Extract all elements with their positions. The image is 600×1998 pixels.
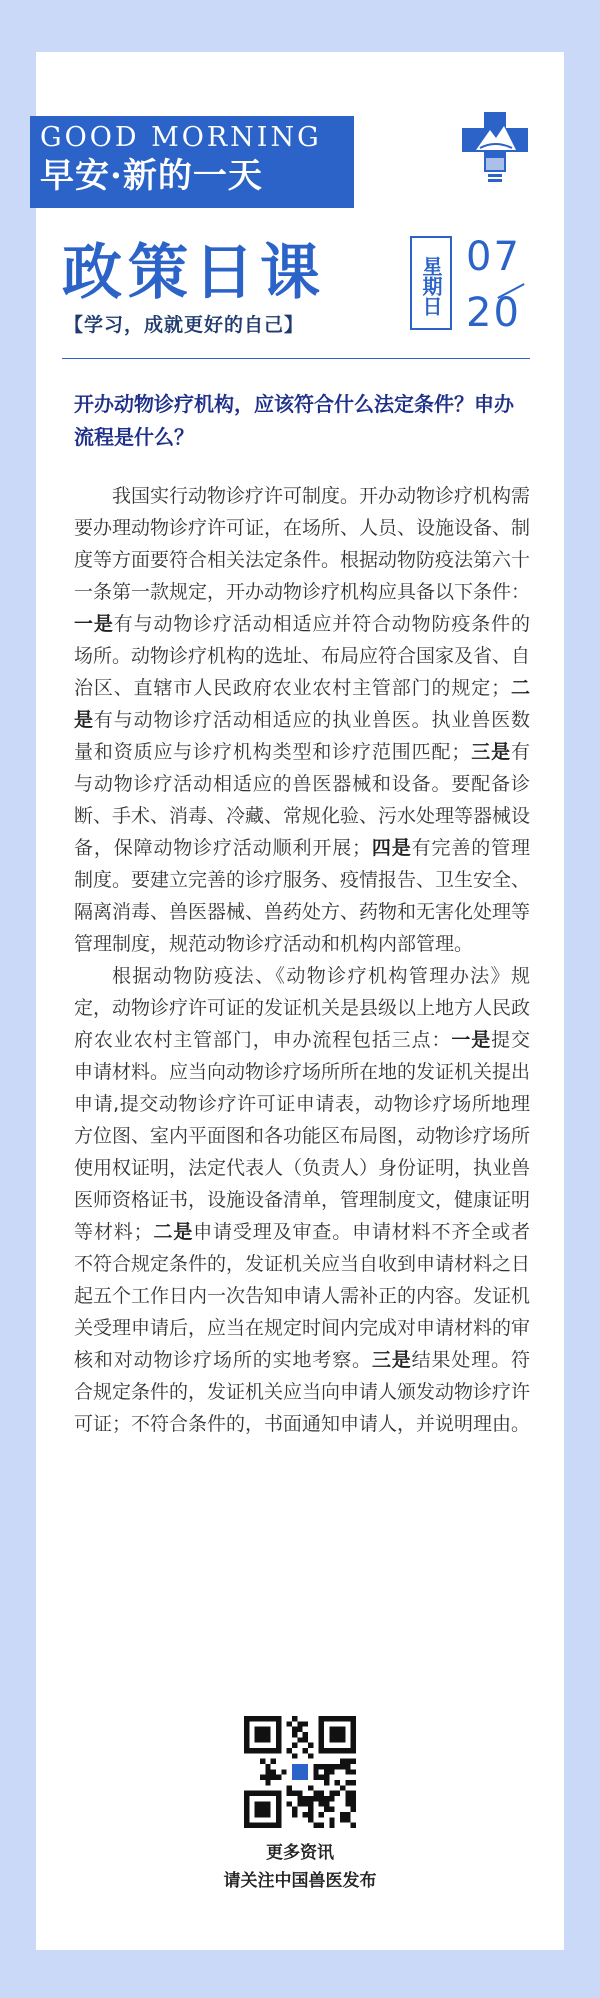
weekday-label: 星期日 — [410, 236, 452, 330]
bold-marker: 一是 — [451, 1029, 492, 1051]
bold-marker: 三是 — [371, 1349, 412, 1371]
qr-code-icon — [244, 1716, 356, 1828]
bold-marker: 二是 — [152, 1221, 194, 1243]
slogan: 【学习，成就更好的自己】 — [64, 314, 305, 336]
text-segment: 有与动物诊疗活动相适应的兽医器械和设备。要配备诊断、手术、消毒、冷藏、常规化验、污水处理等器械设备，保障动物诊疗活动顺利开展； — [74, 741, 531, 859]
text-segment: 有完善的管理制度。要建立完善的诊疗服务、疫情报告、卫生安全、隔离消毒、兽医器械、兽药处方、药物和无害化处理等管理制度，规范动物诊疗活动和机构内部管理。 — [74, 837, 531, 955]
footer-line-1: 更多资讯 — [266, 1843, 334, 1863]
date-month: 07 — [466, 234, 521, 280]
footer-line-2: 请关注中国兽医发布 — [223, 1871, 377, 1891]
question-heading: 开办动物诊疗机构，应该符合什么法定条件？申办流程是什么？ — [74, 392, 514, 449]
paragraph-1 — [74, 480, 530, 960]
paragraph-2 — [74, 960, 530, 1440]
bold-marker: 二是 — [74, 677, 530, 731]
bold-marker: 三是 — [470, 741, 511, 763]
greeting-banner — [30, 116, 354, 208]
text-segment: 结果处理。符合规定条件的，发证机关应当向申请人颁发动物诊疗许可证；不符合条件的，书面通知申请人，并说明理由。 — [74, 1349, 531, 1435]
date-day: 20 — [466, 290, 521, 336]
article-body — [74, 480, 530, 1440]
text-segment: 根据动物防疫法、《动物诊疗机构管理办法》规定，动物诊疗许可证的发证机关是县级以上地方人民政府农业农村主管部门，申办流程包括三点： — [74, 965, 531, 1051]
greeting-english: GOOD MORNING — [40, 122, 322, 153]
greeting-chinese: 早安·新的一天 — [40, 156, 263, 196]
text-segment: 有与动物诊疗活动相适应的执业兽医。执业兽医数量和资质应与诊疗机构类型和诊疗范围匹配； — [74, 709, 530, 763]
bold-marker: 一是 — [74, 613, 114, 635]
divider — [62, 358, 530, 359]
page-title: 政策日课 — [62, 238, 326, 308]
text-segment: 提交申请材料。应当向动物诊疗场所所在地的发证机关提出申请,提交动物诊疗许可证申请表，动物诊疗场所地理方位图、室内平面图和各功能区布局图，动物诊疗场所使用权证明，法定代表人（负责人）身份证明，执业兽医师资格证书，设施设备清单，管理制度文，健康证明等材料； — [74, 1029, 531, 1243]
text-segment: 申请受理及审查。申请材料不齐全或者不符合规定条件的，发证机关应当自收到申请材料之日起五个工作日内一次告知申请人需补正的内容。发证机关受理申请后，应当在规定时间内完成对申请材料的审核和对动物诊疗场所的实地考察。 — [74, 1221, 531, 1371]
bold-marker: 四是 — [371, 837, 412, 859]
text-segment: 有与动物诊疗活动相适应并符合动物防疫条件的场所。动物诊疗机构的选址、布局应符合国家及省、自治区、直辖市人民政府农业农村主管部门的规定； — [74, 613, 531, 699]
veterinary-cross-logo-icon — [462, 112, 528, 184]
text-segment: 我国实行动物诊疗许可制度。开办动物诊疗机构需要办理动物诊疗许可证，在场所、人员、设施设备、制度等方面要符合相关法定条件。根据动物防疫法第六十一条第一款规定，开办动物诊疗机构应具备以下条件： — [74, 485, 531, 603]
